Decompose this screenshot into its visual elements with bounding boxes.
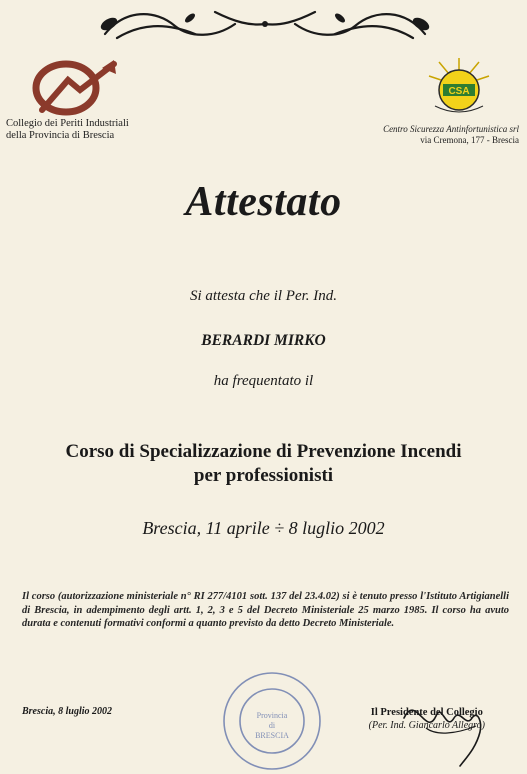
csa-logo-icon	[425, 56, 493, 118]
issuer-left-name	[6, 118, 129, 142]
issuer-left-line1: Collegio dei Periti Industriali	[6, 118, 129, 129]
collegio-periti-logo-icon	[28, 58, 118, 116]
issuer-right-line1: Centro Sicurezza Antinfortunistica srl	[383, 124, 519, 134]
president-name: (Per. Ind. Giancarlo Allegro)	[368, 720, 485, 731]
svg-text:CSA: CSA	[448, 86, 470, 97]
issuer-right-line2: via Cremona, 177 - Brescia	[420, 135, 519, 145]
attestation-intro: Si attesta che il Per. Ind.	[189, 288, 338, 304]
official-stamp-icon	[218, 668, 326, 774]
issuer-right-name	[383, 124, 519, 146]
president-title: Il Presidente del Collegio	[370, 707, 483, 718]
president-block	[369, 706, 485, 732]
course-title-line1: Corso di Specializzazione di Prevenzione Incendi	[65, 441, 462, 462]
recipient-name: BERARDI MIRKO	[201, 332, 326, 349]
course-title	[0, 440, 527, 488]
certificate-title: Attestato	[185, 179, 342, 225]
decorative-flourish-icon	[95, 4, 435, 48]
course-details-paragraph: Il corso (autorizzazione ministeriale n° RI 277/4101 sott. 137 del 23.4.02) si è tenuto presso l'Istituto Artigianelli di Brescia, in adempimento degli artt. 1, 2, 3 e 5 del Decreto Ministeriale 25 marzo 1985. Il corso ha avuto durata e contenuti formativi conformi a quanto previsto da detto Decreto Ministeriale.	[22, 591, 509, 629]
course-dates: Brescia, 11 aprile ÷ 8 luglio 2002	[142, 518, 385, 538]
issuer-left-line2: della Provincia di Brescia	[6, 130, 115, 141]
svg-text:di: di	[268, 721, 276, 730]
issue-place-date: Brescia, 8 luglio 2002	[22, 706, 113, 717]
course-title-line2: per professionisti	[193, 465, 334, 486]
svg-text:Provincia: Provincia	[256, 711, 288, 720]
attended-text: ha frequentato il	[213, 373, 314, 389]
svg-text:BRESCIA: BRESCIA	[255, 731, 289, 740]
